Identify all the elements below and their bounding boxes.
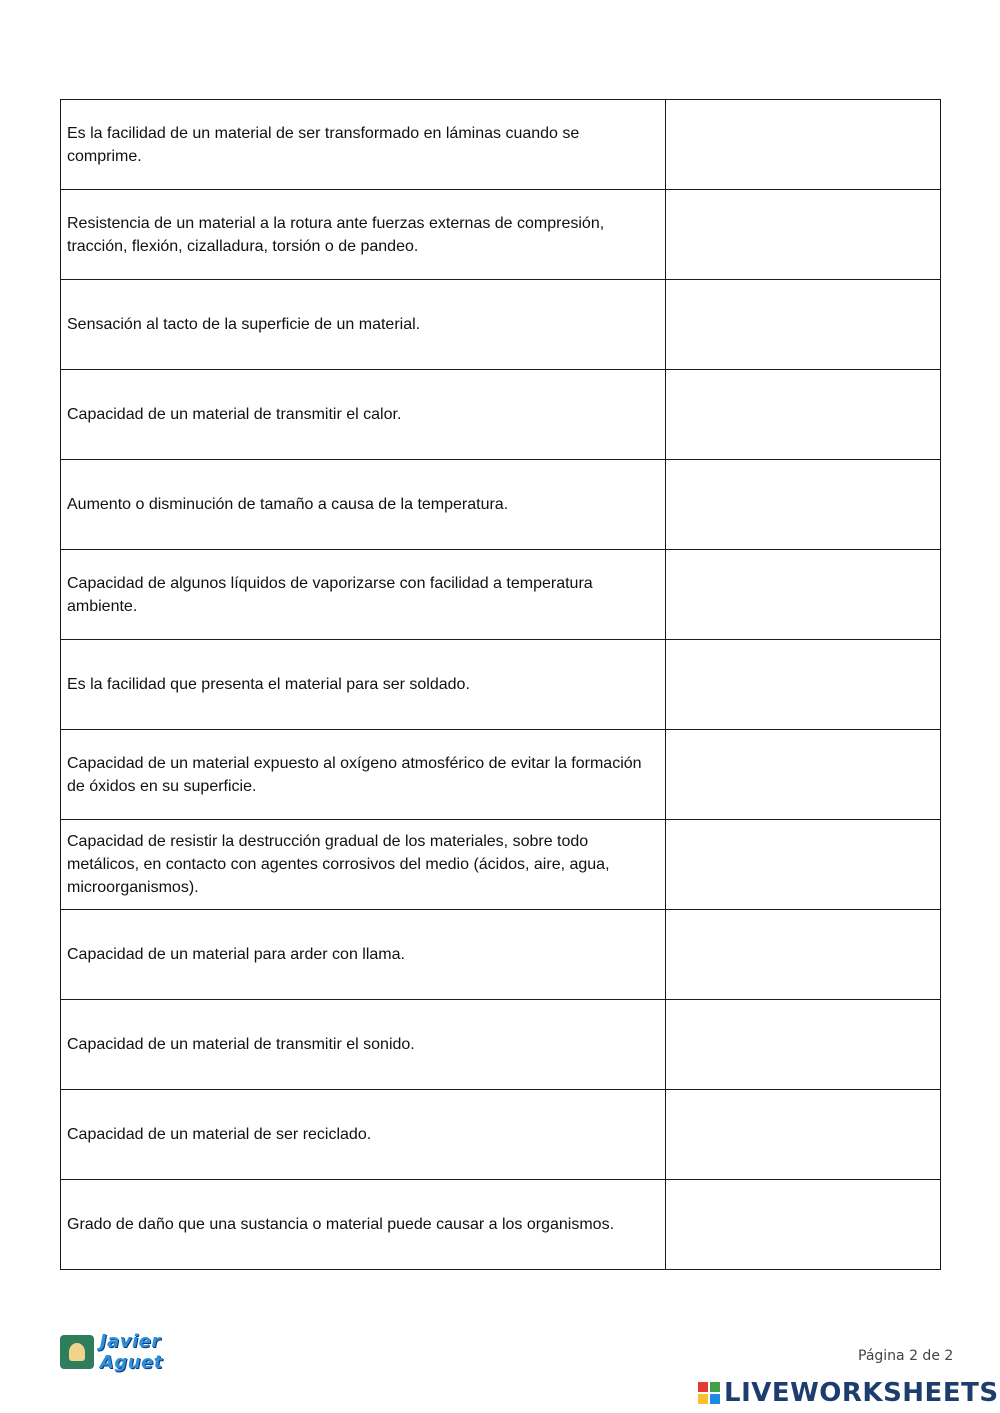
- definition-cell: Sensación al tacto de la superficie de un material.: [61, 280, 666, 370]
- answer-cell: [665, 190, 940, 280]
- table-row: [61, 190, 941, 280]
- table-row: [61, 1000, 941, 1090]
- answer-input[interactable]: [666, 730, 940, 819]
- answer-input[interactable]: [666, 370, 940, 459]
- answer-cell: [665, 730, 940, 820]
- answer-cell: [665, 460, 940, 550]
- answer-input[interactable]: [666, 280, 940, 369]
- answer-cell: [665, 1000, 940, 1090]
- definition-cell: Capacidad de un material de transmitir el sonido.: [61, 1000, 666, 1090]
- answer-cell: [665, 820, 940, 910]
- definition-cell: Grado de daño que una sustancia o material puede causar a los organismos.: [61, 1180, 666, 1270]
- logo-square-4: [710, 1394, 720, 1404]
- answer-cell: [665, 910, 940, 1000]
- liveworksheets-brand: [698, 1377, 999, 1409]
- table-row: [61, 280, 941, 370]
- table-row: [61, 1090, 941, 1180]
- answer-cell: [665, 550, 940, 640]
- answer-cell: [665, 100, 940, 190]
- answer-input[interactable]: [666, 1180, 940, 1269]
- definitions-table: [60, 99, 941, 1270]
- liveworksheets-brand-text: LIVEWORKSHEETS: [724, 1378, 999, 1408]
- definition-cell: Capacidad de un material de ser reciclado.: [61, 1090, 666, 1180]
- logo-square-2: [710, 1382, 720, 1392]
- table-row: [61, 100, 941, 190]
- answer-cell: [665, 1090, 940, 1180]
- liveworksheets-logo-icon: [698, 1382, 720, 1404]
- answer-input[interactable]: [666, 820, 940, 909]
- table-row: [61, 910, 941, 1000]
- answer-cell: [665, 640, 940, 730]
- definition-cell: Capacidad de un material para arder con llama.: [61, 910, 666, 1000]
- definition-cell: Capacidad de algunos líquidos de vaporizarse con facilidad a temperatura ambiente.: [61, 550, 666, 640]
- table-row: [61, 820, 941, 910]
- answer-input[interactable]: [666, 640, 940, 729]
- table-row: [61, 370, 941, 460]
- table-row: [61, 730, 941, 820]
- table-row: [61, 550, 941, 640]
- page-number: Página 2 de 2: [858, 1348, 954, 1364]
- definition-cell: Es la facilidad que presenta el material para ser soldado.: [61, 640, 666, 730]
- definition-cell: Es la facilidad de un material de ser transformado en láminas cuando se comprime.: [61, 100, 666, 190]
- answer-input[interactable]: [666, 1090, 940, 1179]
- author-logo: [60, 1332, 230, 1372]
- answer-input[interactable]: [666, 1000, 940, 1089]
- answer-input[interactable]: [666, 100, 940, 189]
- answer-input[interactable]: [666, 910, 940, 999]
- logo-square-1: [698, 1382, 708, 1392]
- definition-cell: Capacidad de un material expuesto al oxígeno atmosférico de evitar la formación de óxidos en su superficie.: [61, 730, 666, 820]
- definition-cell: Aumento o disminución de tamaño a causa de la temperatura.: [61, 460, 666, 550]
- table-row: [61, 1180, 941, 1270]
- definition-cell: Capacidad de resistir la destrucción gradual de los materiales, sobre todo metálicos, en contacto con agentes corrosivos del medio (ácidos, aire, agua, microorganismos).: [61, 820, 666, 910]
- definition-cell: Resistencia de un material a la rotura ante fuerzas externas de compresión, tracción, flexión, cizalladura, torsión o de pandeo.: [61, 190, 666, 280]
- answer-cell: [665, 280, 940, 370]
- table-row: [61, 640, 941, 730]
- table-row: [61, 460, 941, 550]
- answer-cell: [665, 1180, 940, 1270]
- definition-cell: Capacidad de un material de transmitir el calor.: [61, 370, 666, 460]
- author-avatar-icon: [60, 1335, 94, 1369]
- answer-cell: [665, 370, 940, 460]
- answer-input[interactable]: [666, 550, 940, 639]
- author-logo-text: Javier Aguet: [99, 1331, 163, 1373]
- logo-square-3: [698, 1394, 708, 1404]
- answer-input[interactable]: [666, 460, 940, 549]
- answer-input[interactable]: [666, 190, 940, 279]
